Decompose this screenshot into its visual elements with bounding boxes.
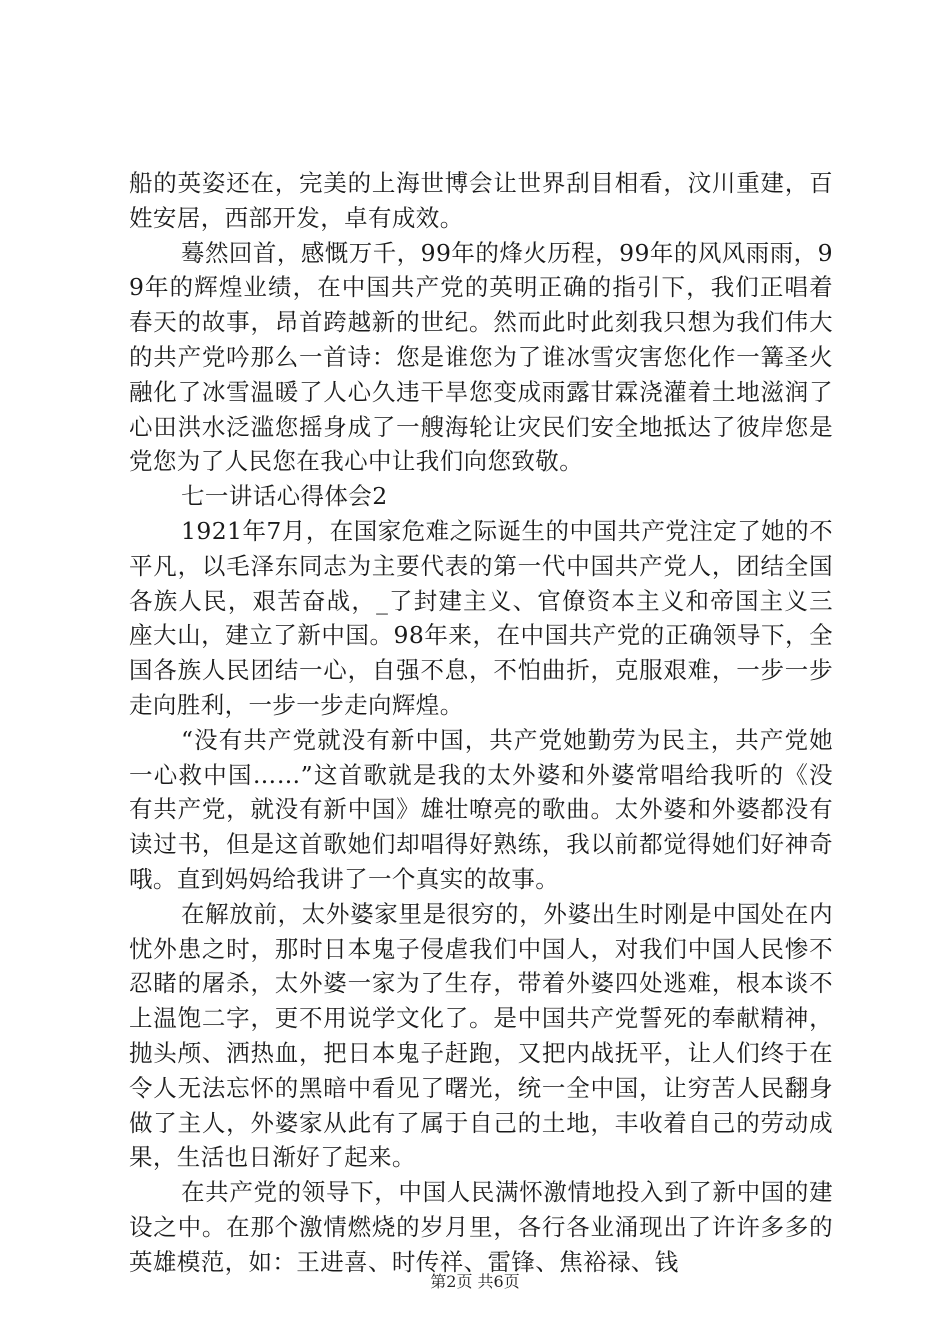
paragraph-2: 蓦然回首，感慨万千，99年的烽火历程，99年的风风雨雨，99年的辉煌业绩，在中国共产党的英明正确的指引下，我们正唱着春天的故事，昂首跨越新的世纪。然而此时此刻我只想为我们伟大的共产党吟那么一首诗：您是谁您为了谁冰雪灾害您化作一篝圣火融化了冰雪温暖了人心久违干旱您变成雨露甘霖浇灌着土地滋润了心田洪水泛滥您摇身成了一艘海轮让灾民们安全地抵达了彼岸您是党您为了人民您在我心中让我们向您致敬。 — [129, 238, 833, 476]
page-number-footer: 第2页 共6页 — [430, 1272, 520, 1291]
paragraph-3: 1921年7月，在国家危难之际诞生的中国共产党注定了她的不平凡，以毛泽东同志为主要代表的第一代中国共产党人，团结全国各族人民，艰苦奋战，_了封建主义、官僚资本主义和帝国主义三座大山，建立了新中国。98年来，在中国共产党的正确领导下，全国各族人民团结一心，自强不息，不怕曲折，克服艰难，一步一步走向胜利，一步一步走向辉煌。 — [129, 516, 833, 719]
section-heading: 七一讲话心得体会2 — [181, 482, 388, 511]
paragraph-1: 船的英姿还在，完美的上海世博会让世界刮目相看，汶川重建，百姓安居，西部开发，卓有成效。 — [129, 169, 833, 232]
paragraph-5: 在解放前，太外婆家里是很穷的，外婆出生时刚是中国处在内忧外患之时，那时日本鬼子侵虐我们中国人，对我们中国人民惨不忍睹的屠杀，太外婆一家为了生存，带着外婆四处逃难，根本谈不上温饱二字，更不用说学文化了。是中国共产党誓死的奉献精神，抛头颅、洒热血，把日本鬼子赶跑，又把内战抚平，让人们终于在令人无法忘怀的黑暗中看见了曙光，统一全中国，让穷苦人民翻身做了主人，外婆家从此有了属于自己的土地，丰收着自己的劳动成果，生活也日渐好了起来。 — [129, 899, 833, 1172]
document-body — [129, 166, 833, 1280]
paragraph-4: “没有共产党就没有新中国，共产党她勤劳为民主，共产党她一心救中国……”这首歌就是我的太外婆和外婆常唱给我听的《没有共产党，就没有新中国》雄壮嘹亮的歌曲。太外婆和外婆都没有读过书，但是这首歌她们却唱得好熟练，我以前都觉得她们好神奇哦。直到妈妈给我讲了一个真实的故事。 — [129, 725, 833, 893]
paragraph-6: 在共产党的领导下，中国人民满怀激情地投入到了新中国的建设之中。在那个激情燃烧的岁月里，各行各业涌现出了许许多多的英雄模范，如：王进喜、时传祥、雷锋、焦裕禄、钱 — [129, 1178, 833, 1276]
